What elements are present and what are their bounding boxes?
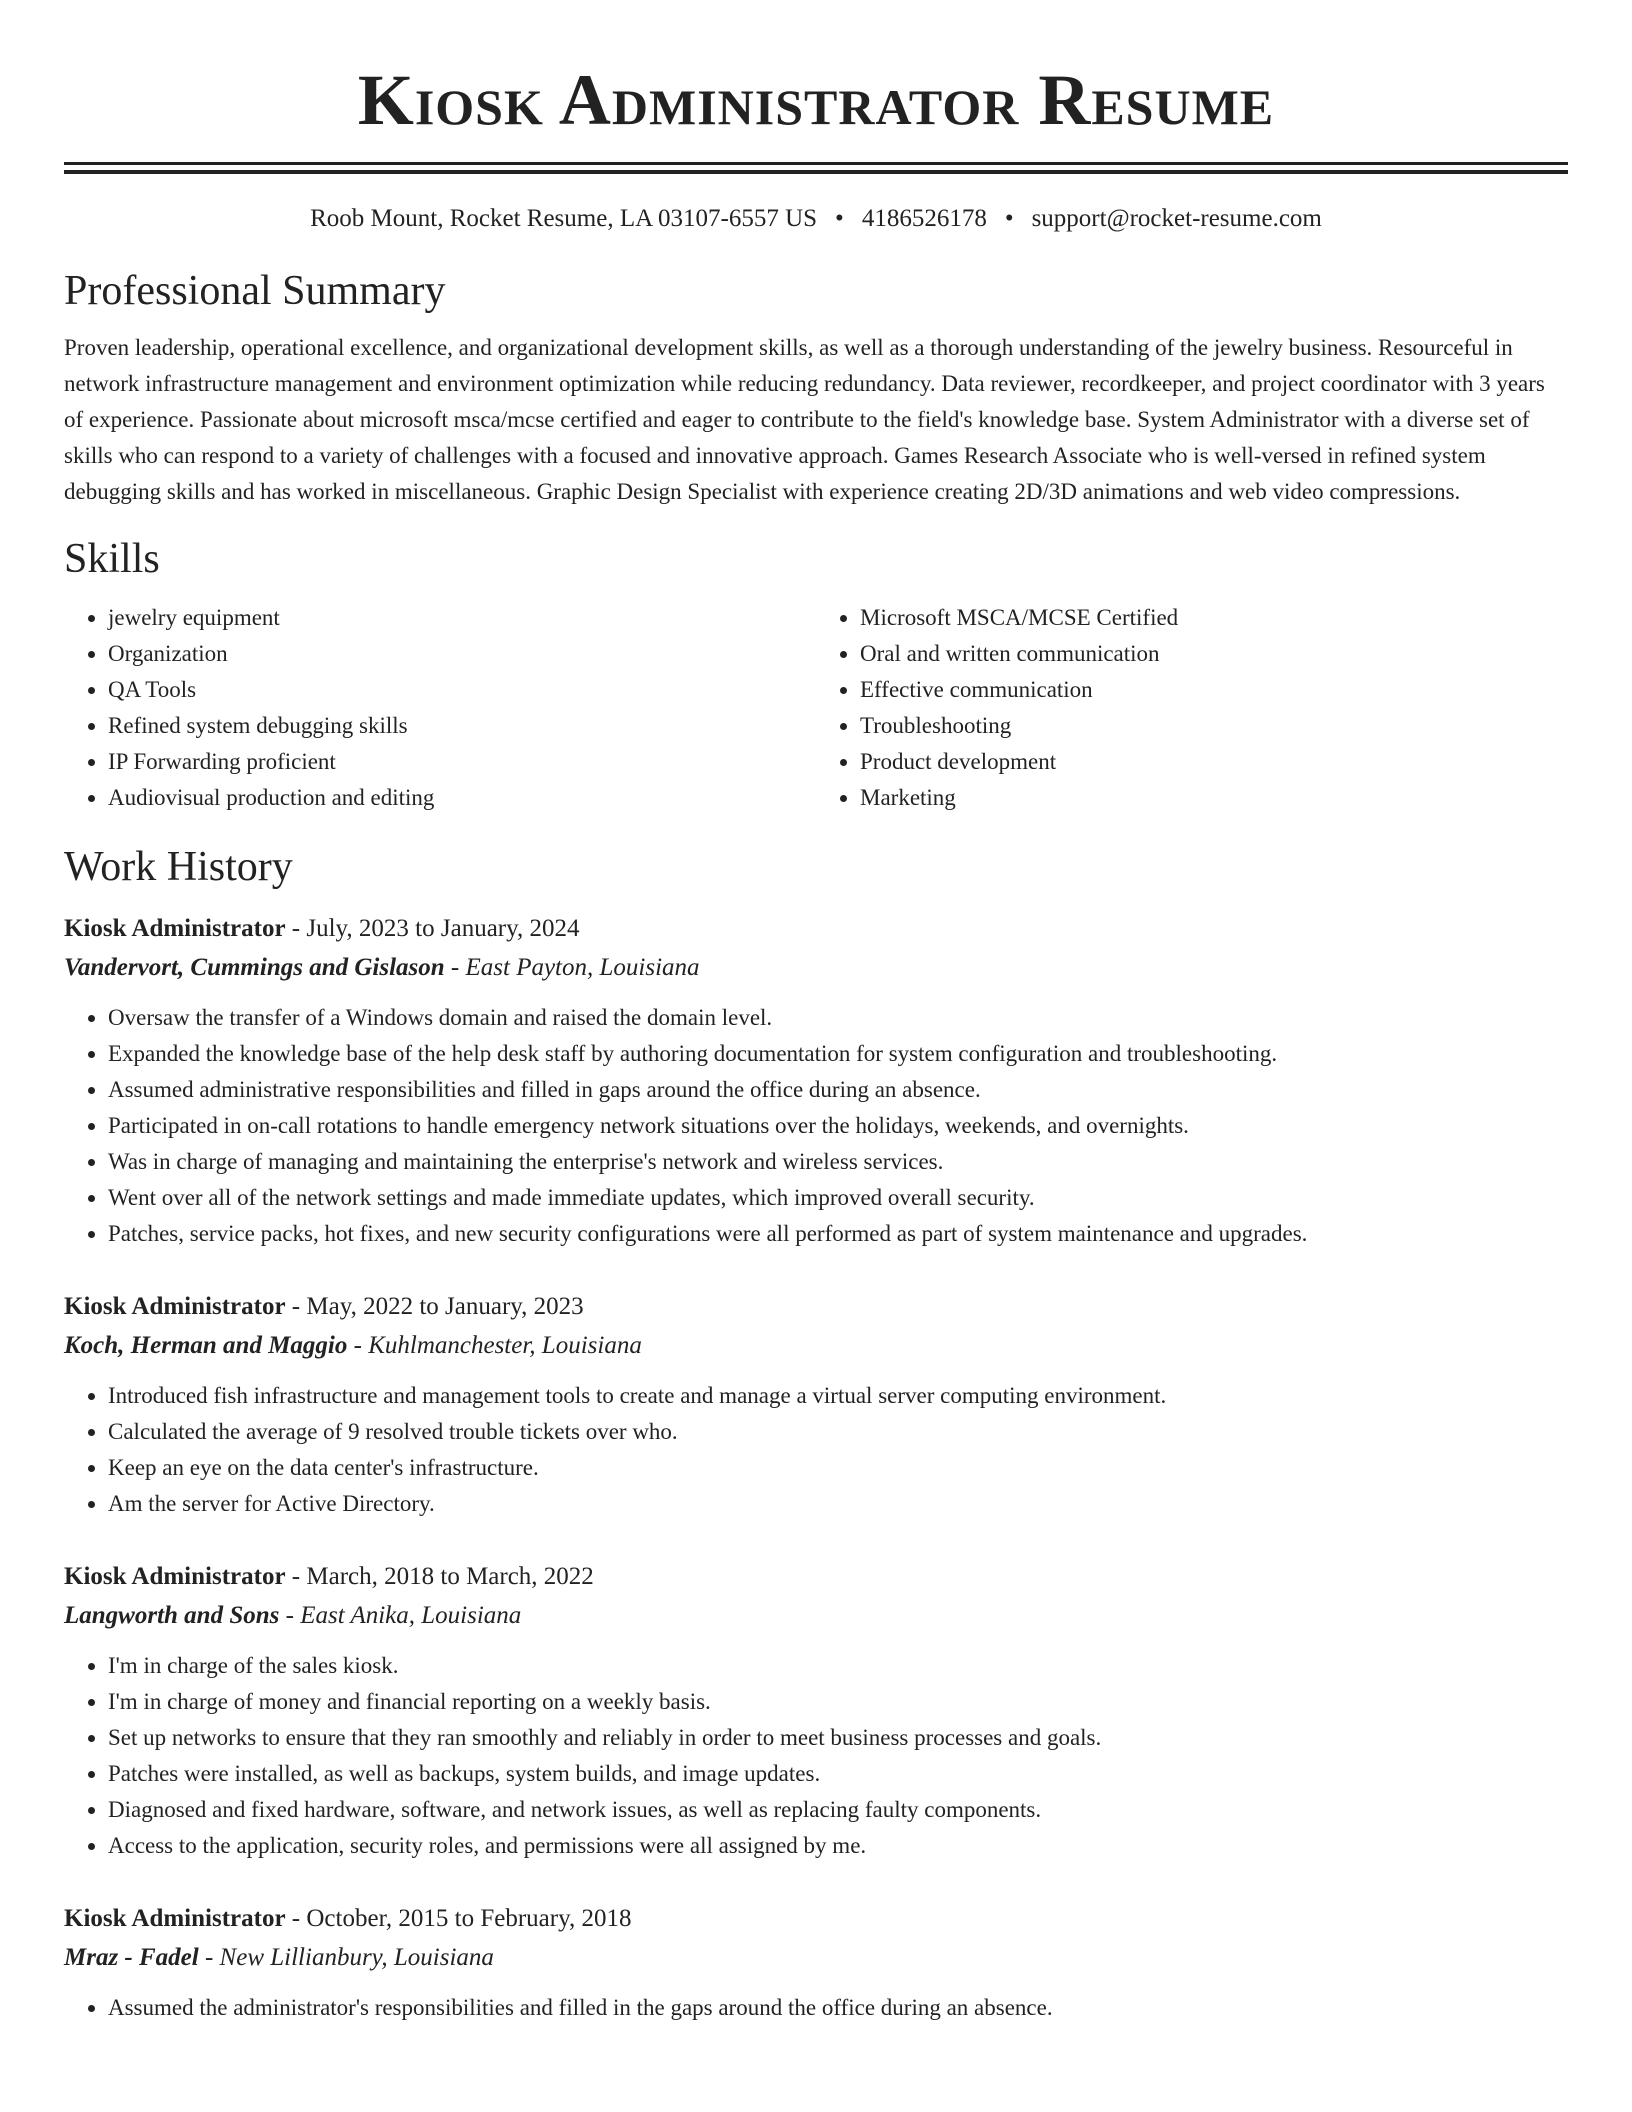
title-divider [64, 162, 1568, 174]
skill-item: • Microsoft MSCA/MCSE Certified [860, 600, 1568, 636]
summary-text: Proven leadership, operational excellence, and organizational development skills, as well as a thorough understanding of the jewelry business. Resourceful in network infrastructure management and environment optimization while reducing redundancy. Data reviewer, recordkeeper, and project coordinator with 3 years of experience. Passionate about microsoft msca/mcse certified and eager to contribute to the field's knowledge base. System Administrator with a diverse set of skills who can respond to a variety of challenges with a focused and innovative approach. Games Research Associate who is well-versed in refined system debugging skills and has worked in miscellaneous. Graphic Design Specialist with experience creating 2D/3D animations and web video compressions. [64, 335, 1545, 504]
job-dates: - October, 2015 to February, 2018 [285, 1905, 632, 1932]
job-entry [64, 1900, 1568, 2026]
job-bullet: • Oversaw the transfer of a Windows domain and raised the domain level. [108, 1000, 1568, 1036]
job-location: - East Anika, Louisiana [279, 1602, 522, 1629]
job-dates: - March, 2018 to March, 2022 [285, 1563, 594, 1590]
job-entry [64, 910, 1568, 1252]
skill-item: • Marketing [860, 780, 1568, 816]
job-dates: - May, 2022 to January, 2023 [285, 1293, 584, 1320]
skill-item: • QA Tools [108, 672, 816, 708]
bullet-separator: • [835, 205, 844, 232]
job-bullets [64, 1000, 1568, 1252]
skill-item: • Oral and written communication [860, 636, 1568, 672]
job-dates: - July, 2023 to January, 2024 [285, 915, 580, 942]
job-location: - Kuhlmanchester, Louisiana [347, 1332, 642, 1359]
job-header [64, 1558, 1568, 1596]
job-bullets [64, 1378, 1568, 1522]
job-entry [64, 1288, 1568, 1522]
job-role: Kiosk Administrator [64, 1563, 286, 1590]
skill-item: • Audiovisual production and editing [108, 780, 816, 816]
job-bullet: • Assumed the administrator's responsibilities and filled in the gaps around the office during an absence. [108, 1990, 1568, 2026]
skills-heading: Skills [64, 536, 160, 582]
skills-section [64, 534, 1568, 816]
job-bullet: • Access to the application, security roles, and permissions were all assigned by me. [108, 1828, 1568, 1864]
skill-item: • jewelry equipment [108, 600, 816, 636]
job-bullet: • Assumed administrative responsibilities and filled in gaps around the office during an absence. [108, 1072, 1568, 1108]
skills-columns [64, 600, 1568, 816]
work-history-section [64, 842, 1568, 2026]
job-company: Koch, Herman and Maggio [64, 1332, 348, 1359]
skill-item: • Effective communication [860, 672, 1568, 708]
contact-phone: 4186526178 [861, 205, 987, 232]
skill-item: • IP Forwarding proficient [108, 744, 816, 780]
contact-email: support@rocket-resume.com [1031, 205, 1322, 232]
job-role: Kiosk Administrator [64, 1293, 286, 1320]
job-bullets [64, 1990, 1568, 2026]
summary-heading: Professional Summary [64, 268, 446, 314]
job-bullet: • Patches were installed, as well as backups, system builds, and image updates. [108, 1756, 1568, 1792]
skill-item: • Product development [860, 744, 1568, 780]
job-bullet: • Patches, service packs, hot fixes, and new security configurations were all performed as part of system maintenance and upgrades. [108, 1216, 1568, 1252]
job-location: - East Payton, Louisiana [444, 954, 700, 981]
job-bullet: • Expanded the knowledge base of the help desk staff by authoring documentation for system configuration and troubleshooting. [108, 1036, 1568, 1072]
work-history-heading: Work History [64, 844, 293, 890]
job-role: Kiosk Administrator [64, 915, 286, 942]
job-bullet: • Introduced fish infrastructure and management tools to create and manage a virtual server computing environment. [108, 1378, 1568, 1414]
job-employer [64, 1596, 1568, 1636]
skill-item: • Refined system debugging skills [108, 708, 816, 744]
contact-address: Roob Mount, Rocket Resume, LA 03107-6557 US [310, 205, 818, 232]
skills-list-left [64, 600, 816, 816]
summary-section [64, 266, 1568, 510]
job-bullet: • Diagnosed and fixed hardware, software, and network issues, as well as replacing faulty components. [108, 1792, 1568, 1828]
contact-line [64, 202, 1568, 236]
job-company: Mraz - Fadel [64, 1944, 199, 1971]
job-bullet: • I'm in charge of money and financial reporting on a weekly basis. [108, 1684, 1568, 1720]
job-company: Vandervort, Cummings and Gislason [64, 954, 445, 981]
job-role: Kiosk Administrator [64, 1905, 286, 1932]
job-employer [64, 1326, 1568, 1366]
skills-list-right [816, 600, 1568, 816]
skill-item: • Troubleshooting [860, 708, 1568, 744]
job-entry [64, 1558, 1568, 1864]
resume-title: Kiosk Administrator Resume [357, 60, 1275, 140]
job-bullet: • Keep an eye on the data center's infrastructure. [108, 1450, 1568, 1486]
job-bullet: • Was in charge of managing and maintaining the enterprise's network and wireless services. [108, 1144, 1568, 1180]
job-location: - New Lillianbury, Louisiana [198, 1944, 494, 1971]
job-header [64, 1900, 1568, 1938]
job-employer [64, 1938, 1568, 1978]
job-bullet: • Set up networks to ensure that they ran smoothly and reliably in order to meet business processes and goals. [108, 1720, 1568, 1756]
job-header [64, 910, 1568, 948]
job-company: Langworth and Sons [64, 1602, 280, 1629]
job-bullet: • Participated in on-call rotations to handle emergency network situations over the holidays, weekends, and overnights. [108, 1108, 1568, 1144]
job-bullet: • Went over all of the network settings and made immediate updates, which improved overall security. [108, 1180, 1568, 1216]
job-bullet: • I'm in charge of the sales kiosk. [108, 1648, 1568, 1684]
bullet-separator: • [1004, 205, 1014, 232]
job-bullet: • Calculated the average of 9 resolved trouble tickets over who. [108, 1414, 1568, 1450]
skill-item: • Organization [108, 636, 816, 672]
job-bullets [64, 1648, 1568, 1864]
job-bullet: • Am the server for Active Directory. [108, 1486, 1568, 1522]
job-header [64, 1288, 1568, 1326]
job-employer [64, 948, 1568, 988]
